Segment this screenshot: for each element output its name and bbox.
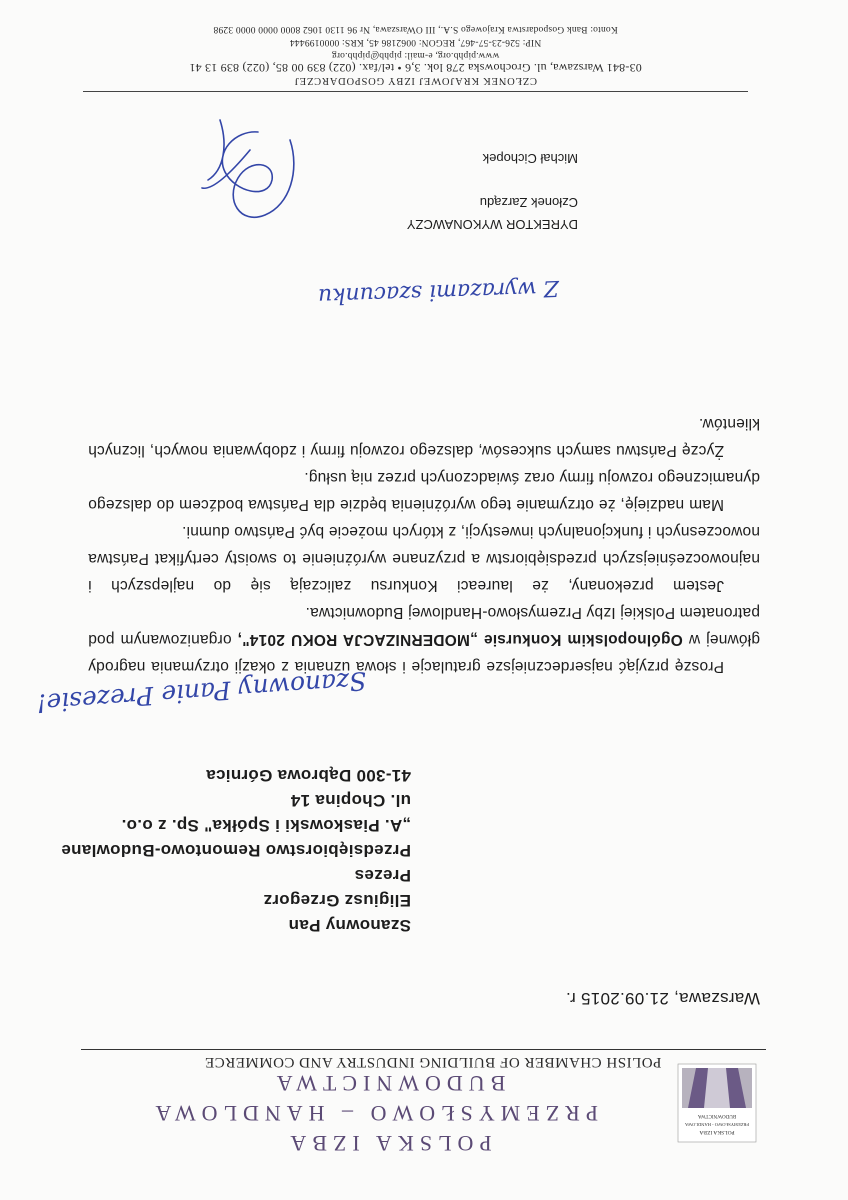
recipient-name: Eligiusz Grzegorz	[263, 891, 411, 910]
recipient-salutation: Szanowny Pan	[288, 916, 411, 935]
chamber-name-line-2: PRZEMYSŁOWO – HANDLOWA	[149, 1101, 598, 1126]
p1-text-end: organizowanym pod patronatem Polskiej Izby Przemysłowo-Handlowej Budownictwa.	[88, 604, 760, 648]
body-paragraph-1	[88, 599, 760, 680]
signatory-title: DYREKTOR WYKONAWCZY	[406, 217, 578, 232]
signatory-block	[407, 147, 578, 235]
recipient-position: Prezes	[354, 866, 411, 885]
closing-text: Z wyrazami szacunku	[317, 274, 560, 309]
letter-footer	[83, 22, 748, 87]
svg-text:BUDOWNICTWA: BUDOWNICTWA	[697, 1113, 737, 1118]
recipient-street: ul. Chopina 14	[290, 791, 411, 810]
signature-icon	[180, 100, 320, 240]
footer-address: 03-841 Warszawa, ul. Grochowska 278 lok. 3,6 • tel/fax. (022) 839 00 85, (022) 839 13 41	[189, 61, 642, 75]
footer-member: CZŁONEK KRAJOWEJ IZBY GOSPODARCZEJ	[294, 75, 537, 86]
chamber-name	[149, 1068, 598, 1158]
recipient-city: 41-300 Dąbrowa Górnica	[205, 766, 411, 785]
header-divider	[81, 1049, 766, 1050]
svg-text:POLSKA IZBA: POLSKA IZBA	[699, 1129, 735, 1135]
body-paragraph-3: Mam nadzieję, że otrzymanie tego wyróżnienia będzie dla Państwa bodźcem do dalszego dynamicznego rozwoju firmy oraz świadczonych przez nią usług.	[88, 469, 760, 513]
greeting-text: Szanowny Panie Prezesie!	[35, 666, 368, 718]
body-paragraph-4: Życzę Państwu samych sukcesów, dalszego rozwoju firmy i zdobywania nowych, licznych klientów.	[88, 415, 760, 459]
letter-date: Warszawa, 21.09.2015 r.	[565, 989, 760, 1008]
recipient-company-2: „A. Piaskowski i Spółka" Sp. z o.o.	[121, 816, 411, 835]
signatory-name: Michał Cichopek	[482, 151, 578, 166]
p1-contest-name: Ogólnopolskim Konkursie	[483, 631, 683, 648]
letter-body	[88, 410, 760, 680]
footer-web: www.piphb.org, e-mail: piphb@piphb.org	[331, 50, 500, 60]
chamber-name-line-3: BUDOWNICTWA	[270, 1071, 506, 1096]
p1-text: Proszę przyjąć najserdeczniejsze gratulacje i słowa uznania z okazji otrzymania nagrody głównej w	[88, 631, 760, 675]
recipient-company-1: Przedsiębiorstwo Remontowo-Budowlane	[61, 841, 411, 860]
chamber-english-name: POLISH CHAMBER OF BUILDING INDUSTRY AND COMMERCE	[204, 1054, 662, 1070]
svg-text:PRZEMYSŁOWO - HANDLOWA: PRZEMYSŁOWO - HANDLOWA	[685, 1122, 749, 1127]
footer-ids: NIP: 526-23-57-467, REGON: 0062186 45, KRS: 0000199444	[289, 37, 542, 47]
p1-contest-title: „MODERNIZACJA ROKU 2014",	[237, 631, 484, 648]
body-paragraph-2: Jestem przekonany, że laureaci Konkursu zaliczają się do najlepszych i najnowocześniejszych przedsiębiorstw a przyznane wyróżnienie to swoisty certyfikat Państwa nowoczesnych i funkcjonalnych inwestycji, z których możecie być Państwo dumni.	[88, 523, 760, 594]
recipient-address	[61, 763, 411, 938]
chamber-name-line-1: POLSKA IZBA	[284, 1131, 492, 1156]
footer-bank: Konto: Bank Gospodarstwa Krajowego S.A., III OWarszawa, Nr 96 1130 1062 8000 0000 0000 3298	[213, 24, 618, 34]
signatory-role: Członek Zarządu	[479, 195, 578, 210]
chamber-logo-icon	[678, 1064, 756, 1142]
footer-divider	[83, 91, 748, 92]
handwritten-closing	[263, 270, 563, 320]
